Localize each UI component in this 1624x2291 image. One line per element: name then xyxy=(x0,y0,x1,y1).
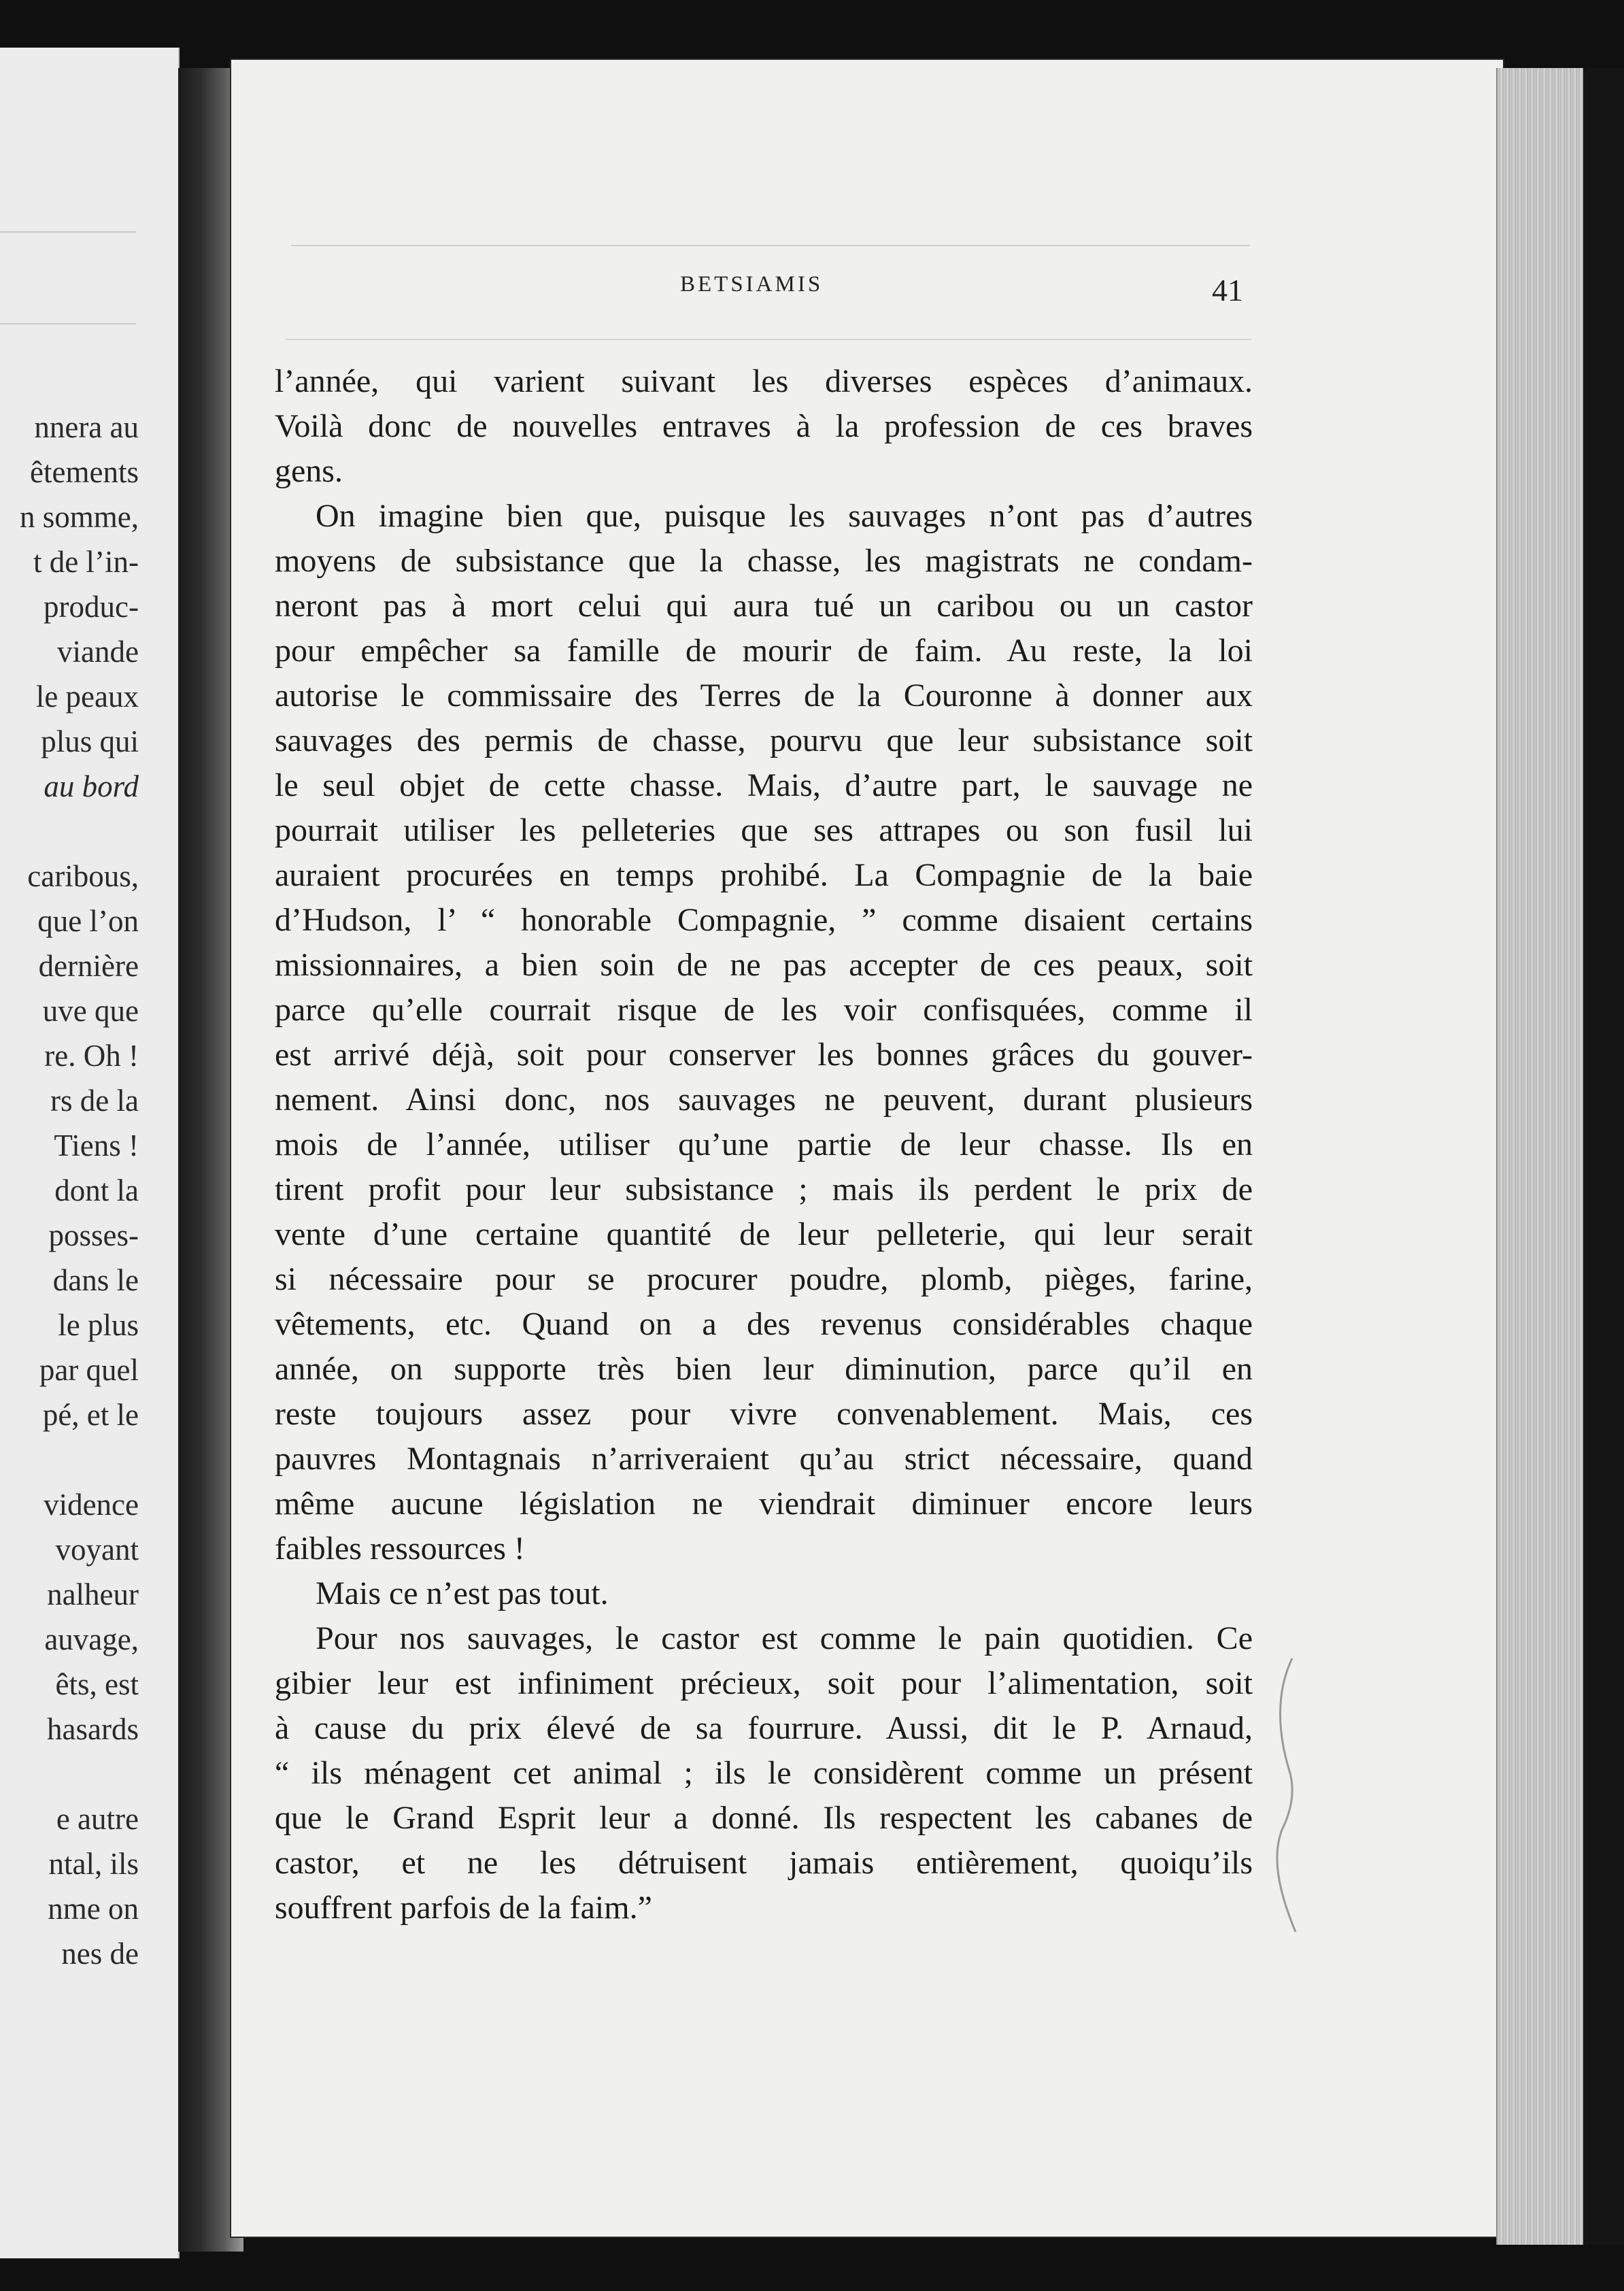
left-header-rule-top xyxy=(0,231,136,233)
left-line: plus qui xyxy=(41,724,139,758)
left-line: ntal, ils xyxy=(48,1847,139,1881)
text-line: souffrent parfois de la faim.” xyxy=(275,1890,652,1926)
text-line: vente d’une certaine quantité de leur pelleterie, qui leur serait xyxy=(275,1216,1253,1252)
left-line: au bord xyxy=(44,769,139,803)
text-line: tirent profit pour leur subsistance ; mais ils perdent le prix de xyxy=(275,1171,1253,1207)
text-line: reste toujours assez pour vivre convenablement. Mais, ces xyxy=(275,1396,1253,1432)
left-facing-page xyxy=(0,48,180,2258)
text-line: pauvres Montagnais n’arriveraient qu’au strict nécessaire, quand xyxy=(275,1441,1253,1477)
left-line: Tiens ! xyxy=(54,1128,139,1163)
text-line: gens. xyxy=(275,453,343,489)
left-line: posses- xyxy=(48,1218,139,1252)
left-line: t de l’in- xyxy=(33,545,139,579)
left-line: le peaux xyxy=(35,680,139,714)
scan-border xyxy=(1583,68,1624,2245)
header-rule-top xyxy=(291,245,1250,246)
text-line: On imagine bien que, puisque les sauvages n’ont pas d’autres xyxy=(316,498,1253,534)
text-line: d’Hudson, l’ “ honorable Compagnie, ” comme disaient certains xyxy=(275,902,1253,938)
left-line: pé, et le xyxy=(42,1398,139,1432)
left-line: nes de xyxy=(61,1937,139,1971)
text-line: neront pas à mort celui qui aura tué un caribou ou un castor xyxy=(275,588,1253,624)
text-line: Mais ce n’est pas tout. xyxy=(316,1575,609,1611)
text-line: l’année, qui varient suivant les diverses espèces d’animaux. xyxy=(275,363,1253,399)
left-line: hasards xyxy=(47,1712,139,1746)
text-line: parce qu’elle courrait risque de les voir confisquées, comme il xyxy=(275,992,1253,1028)
text-line: faibles ressources ! xyxy=(275,1531,525,1567)
left-line: caribous, xyxy=(27,859,139,893)
text-line: Pour nos sauvages, le castor est comme le pain quotidien. Ce xyxy=(316,1620,1253,1656)
body-text xyxy=(275,359,1253,1930)
text-line: est arrivé déjà, soit pour conserver les bonnes grâces du gouver- xyxy=(275,1037,1253,1073)
text-line: que le Grand Esprit leur a donné. Ils respectent les cabanes de xyxy=(275,1800,1253,1836)
text-line: le seul objet de cette chasse. Mais, d’autre part, le sauvage ne xyxy=(275,767,1253,803)
left-line: rs de la xyxy=(50,1084,139,1118)
header-rule-bottom xyxy=(286,339,1251,340)
left-line: êts, est xyxy=(55,1667,139,1701)
page-edges xyxy=(1496,68,1585,2245)
text-line: mois de l’année, utiliser qu’une partie de leur chasse. Ils en xyxy=(275,1126,1253,1163)
text-line: moyens de subsistance que la chasse, les magistrats ne condam- xyxy=(275,543,1253,579)
left-blank-line xyxy=(20,809,139,854)
page-number: 41 xyxy=(1212,273,1243,307)
left-line: voyant xyxy=(55,1533,139,1567)
text-line: autorise le commissaire des Terres de la Couronne à donner aux xyxy=(275,678,1253,714)
left-line: produc- xyxy=(44,590,139,624)
left-line: viande xyxy=(57,635,139,669)
left-line: le plus xyxy=(58,1308,139,1342)
left-line: uve que xyxy=(42,994,139,1028)
left-blank-line xyxy=(20,1437,139,1482)
text-line: sauvages des permis de chasse, pourvu que leur subsistance soit xyxy=(275,722,1253,758)
left-header-rule-bottom xyxy=(0,323,136,324)
left-line: re. Oh ! xyxy=(44,1039,139,1073)
text-line: à cause du prix élevé de sa fourrure. Aussi, dit le P. Arnaud, xyxy=(275,1710,1253,1746)
text-line: pour empêcher sa famille de mourir de faim. Au reste, la loi xyxy=(275,633,1253,669)
text-line: même aucune législation ne viendrait diminuer encore leurs xyxy=(275,1486,1253,1522)
text-line: année, on supporte très bien leur diminution, parce qu’il en xyxy=(275,1351,1253,1387)
left-line: par quel xyxy=(39,1353,139,1387)
text-line: nement. Ainsi donc, nos sauvages ne peuvent, durant plusieurs xyxy=(275,1082,1253,1118)
text-line: vêtements, etc. Quand on a des revenus considérables chaque xyxy=(275,1306,1253,1342)
text-line: auraient procurées en temps prohibé. La Compagnie de la baie xyxy=(275,857,1253,893)
left-page-text xyxy=(20,405,139,1976)
left-line: auvage, xyxy=(44,1622,139,1656)
left-line: n somme, xyxy=(20,500,139,534)
left-line: nme on xyxy=(48,1892,139,1926)
text-line: castor, et ne les détruisent jamais entièrement, quoiqu’ils xyxy=(275,1845,1253,1881)
text-line: missionnaires, a bien soin de ne pas accepter de ces peaux, soit xyxy=(275,947,1253,983)
running-head: BETSIAMIS xyxy=(680,272,824,297)
text-line: “ ils ménagent cet animal ; ils le considèrent comme un présent xyxy=(275,1755,1253,1791)
text-line: pourrait utiliser les pelleteries que ses attrapes ou son fusil lui xyxy=(275,812,1253,848)
left-line: que l’on xyxy=(37,904,139,938)
text-line: gibier leur est infiniment précieux, soit pour l’alimentation, soit xyxy=(275,1665,1253,1701)
left-line: e autre xyxy=(56,1802,139,1836)
left-line: dans le xyxy=(52,1263,139,1297)
left-line: nalheur xyxy=(47,1577,139,1611)
text-line: Voilà donc de nouvelles entraves à la profession de ces braves xyxy=(275,408,1253,444)
left-line: êtements xyxy=(30,455,139,489)
left-line: dont la xyxy=(54,1173,139,1207)
left-line: vidence xyxy=(44,1488,139,1522)
pencil-bracket-mark xyxy=(1265,1653,1319,1939)
left-line: dernière xyxy=(38,949,139,983)
text-line: si nécessaire pour se procurer poudre, plomb, pièges, farine, xyxy=(275,1261,1253,1297)
left-line: nnera au xyxy=(34,410,139,444)
left-blank-line xyxy=(20,1752,139,1796)
